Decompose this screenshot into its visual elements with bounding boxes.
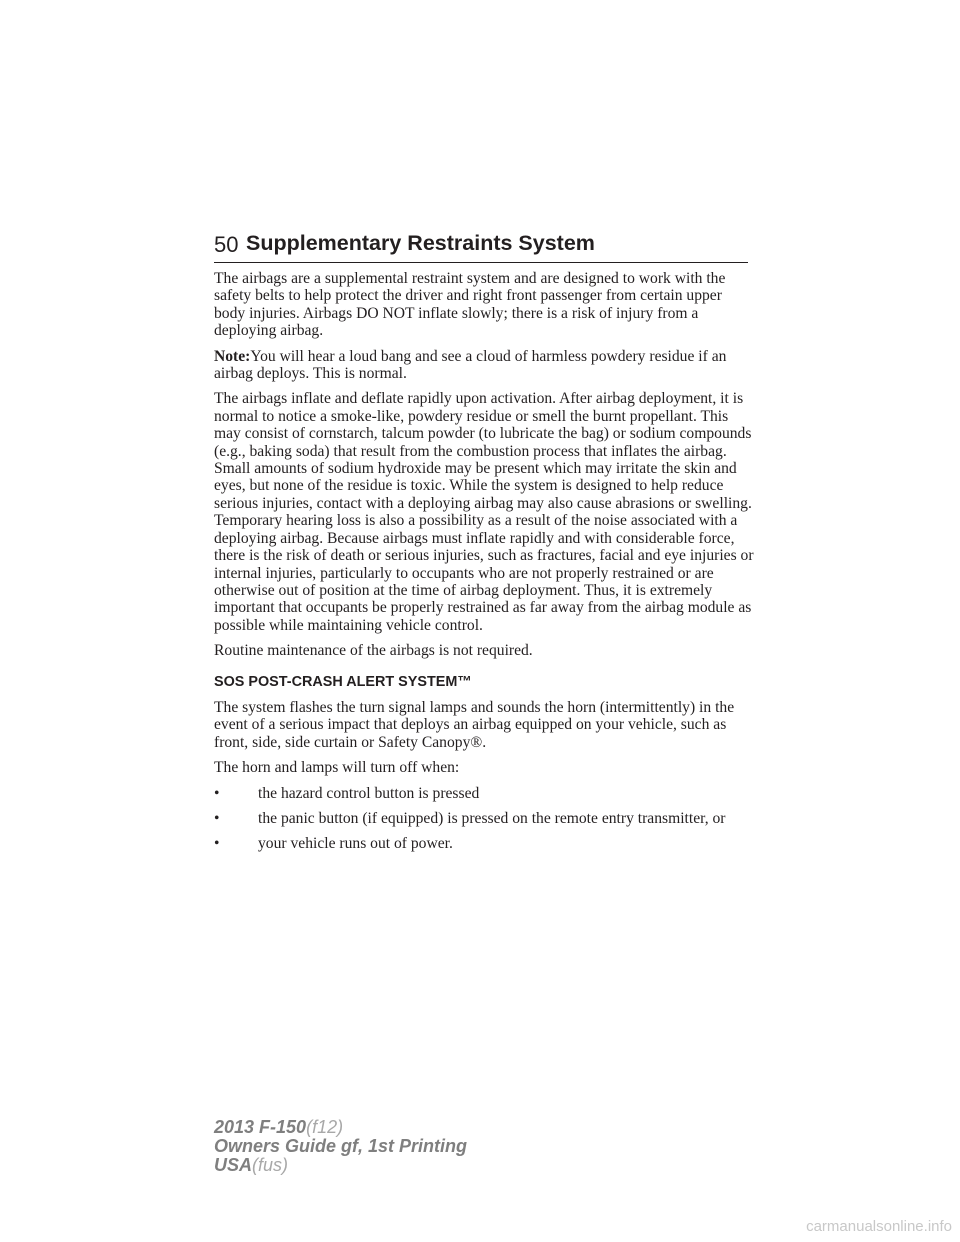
section-title: Supplementary Restraints System — [246, 231, 595, 255]
bullet-list — [214, 785, 754, 853]
sos-heading: SOS POST-CRASH ALERT SYSTEM™ — [214, 673, 472, 690]
list-item — [214, 810, 754, 827]
maintenance-paragraph: Routine maintenance of the airbags is not required. — [214, 642, 533, 660]
list-item-text: the panic button (if equipped) is pressed on the remote entry transmitter, or — [258, 809, 726, 827]
footer-guide: Owners Guide gf, 1st Printing — [214, 1136, 468, 1156]
bullet-glyph: • — [214, 835, 220, 853]
page-content — [214, 270, 754, 861]
print-footer — [214, 1118, 467, 1175]
footer-region-code: (fus) — [252, 1155, 289, 1175]
horn-paragraph: The horn and lamps will turn off when: — [214, 759, 460, 777]
footer-line-region — [214, 1156, 467, 1175]
footer-line-model — [214, 1118, 467, 1137]
note-label: Note: — [214, 347, 251, 365]
site-watermark: carmanualsonline.info — [806, 1218, 952, 1235]
list-item-text: your vehicle runs out of power. — [258, 835, 453, 853]
footer-line-guide — [214, 1137, 467, 1156]
page-header — [214, 228, 748, 263]
sos-paragraph: The system flashes the turn signal lamps and sounds the horn (intermittently) in the event of a serious impact that deploys an airbag equipped on your vehicle, such as front, side, side curtain or Safety Canopy®. — [214, 698, 735, 751]
deployment-paragraph: The airbags inflate and deflate rapidly upon activation. After airbag deployment, it is normal to notice a smoke-like, powdery residue or smell the burnt propellant. This may consist of cornstarch, talcum powder (to lubricate the bag) or sodium compounds (e.g., baking soda) that result from the combustion process that inflates the airbag. Small amounts of sodium hydroxide may be present which may irritate the skin and eyes, but none of the residue is toxic. While the system is designed to help reduce serious injuries, contact with a deploying airbag may also cause abrasions or swelling. Temporary hearing loss is also a possibility as a result of the noise associated with a deploying airbag. Because airbags must inflate rapidly and with considerable force, there is the risk of death or serious injuries, such as fractures, facial and eye injuries or internal injuries, particularly to occupants who are not properly restrained or are otherwise out of position at the time of airbag deployment. Thus, it is extremely important that occupants be properly restrained as far away from the airbag module as possible while maintaining vehicle control. — [214, 390, 754, 634]
list-item — [214, 785, 754, 802]
intro-paragraph: The airbags are a supplemental restraint system and are designed to work with the safety belts to help protect the driver and right front passenger from certain upper body injuries. Airbags DO NOT inflate slowly; there is a risk of injury from a deploying airbag. — [214, 270, 726, 340]
footer-region: USA — [214, 1155, 253, 1175]
list-item — [214, 835, 754, 852]
note-paragraph — [214, 348, 754, 383]
footer-model: 2013 F-150 — [214, 1117, 307, 1137]
page-number: 50 — [214, 232, 239, 257]
bullet-glyph: • — [214, 809, 220, 827]
list-item-text: the hazard control button is pressed — [258, 784, 480, 802]
bullet-glyph: • — [214, 784, 220, 802]
footer-model-code: (f12) — [306, 1117, 344, 1137]
note-text: You will hear a loud bang and see a cloud of harmless powdery residue if an airbag deploys. This is normal. — [214, 347, 727, 383]
